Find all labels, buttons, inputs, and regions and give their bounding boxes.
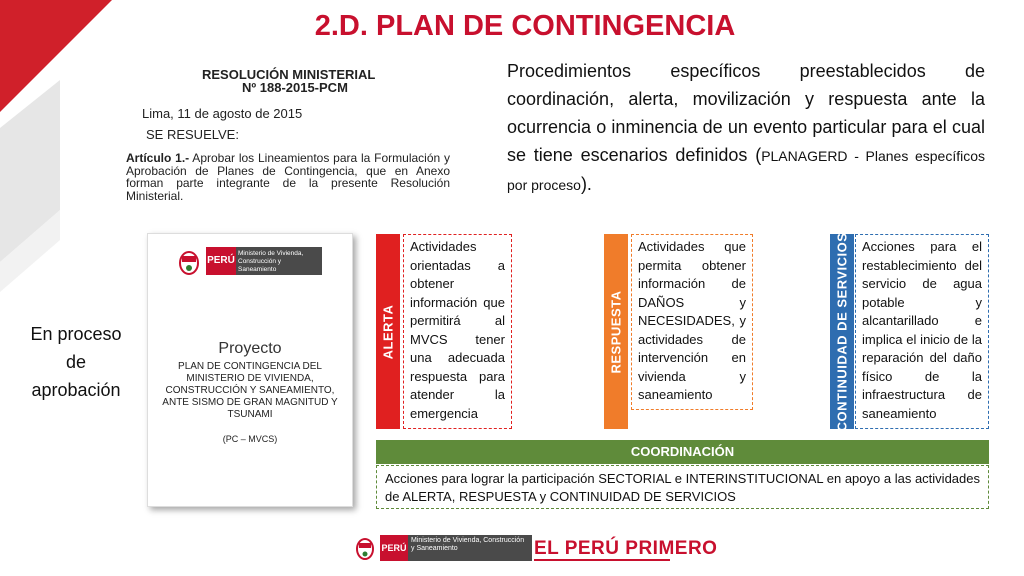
footer-slogan: EL PERÚ PRIMERO (534, 538, 718, 559)
cover-logo-ministry: Ministerio de Vivienda, Construcción y Saneamiento (236, 247, 322, 275)
respuesta-text-box: Actividades que permita obtener información de DAÑOS y NECESIDADES, y actividades de intervención en vivienda y saneamiento (631, 234, 753, 410)
description-small: PLANAGERD - Planes específicos por proceso (507, 148, 986, 193)
cover-project-label: Proyecto (218, 340, 282, 357)
cover-logo-country: PERÚ (206, 247, 236, 275)
continuidad-label: CONTINUIDAD DE SERVICIOS (834, 232, 850, 431)
resolution-article (126, 152, 450, 202)
plan-description (507, 57, 985, 199)
approval-status: En proceso de aprobación (30, 324, 122, 400)
cover-plan-title: PLAN DE CONTINGENCIA DEL MINISTERIO DE VIVIENDA, CONSTRUCCIÓN Y SANEAMIENTO, ANTE SISMO DE GRAN MAGNITUD Y TSUNAMI (162, 361, 338, 420)
article-text: Aprobar los Lineamientos para la Formulación y Aprobación de Planes de Contingencia, que en Anexo forman parte integrante de la presente Resolución Ministerial. (126, 151, 450, 203)
cover-ministry-logo (174, 244, 322, 278)
cover-plan-code: (PC – MVCS) (222, 434, 278, 444)
slide-title: 2.D. PLAN DE CONTINGENCIA (314, 10, 736, 42)
footer-ministry-logo (352, 532, 532, 564)
resolution-excerpt (112, 62, 452, 212)
continuidad-text-box: Acciones para el restablecimiento del servicio de agua potable y alcantarillado e implica el inicio de la reparación del daño físico de la infraestructura de saneamiento (855, 234, 989, 429)
article-label: Artículo 1.- (126, 151, 190, 165)
resolution-date: Lima, 11 de agosto de 2015 (142, 106, 303, 121)
continuidad-label-bar (830, 234, 854, 429)
description-end: ). (580, 174, 592, 194)
slogan-underline (534, 559, 670, 561)
alerta-text-box: Actividades orientadas a obtener información que permitirá al MVCS tener una adecuada respuesta para atender la emergencia (403, 234, 512, 429)
peru-shield-icon (174, 244, 204, 278)
footer-peru-shield-icon (352, 533, 378, 563)
footer-logo-ministry: Ministerio de Vivienda, Construcción y Saneamiento (408, 535, 532, 561)
coordinacion-text-box: Acciones para lograr la participación SECTORIAL e INTERINSTITUCIONAL en apoyo a las actividades de ALERTA, RESPUESTA y CONTINUIDAD DE SERVICIOS (376, 465, 989, 509)
footer-logo-country: PERÚ (380, 535, 408, 561)
respuesta-label: RESPUESTA (608, 290, 624, 373)
resolution-number: Nº 188-2015-PCM (242, 80, 348, 95)
alerta-label-bar (376, 234, 400, 429)
description-main: Procedimientos específicos preestablecidos de coordinación, alerta, movilización y respuesta ante la ocurrencia o inminencia de un evento particular para el cual se tiene escenarios definidos ( (507, 61, 985, 165)
coordinacion-label-bar: COORDINACIÓN (376, 440, 989, 464)
resolution-resolves: SE RESUELVE: (146, 127, 239, 142)
respuesta-label-bar (604, 234, 628, 429)
alerta-label: ALERTA (380, 304, 396, 359)
resolution-heading: RESOLUCIÓN MINISTERIAL (202, 67, 376, 82)
document-cover (147, 233, 353, 507)
